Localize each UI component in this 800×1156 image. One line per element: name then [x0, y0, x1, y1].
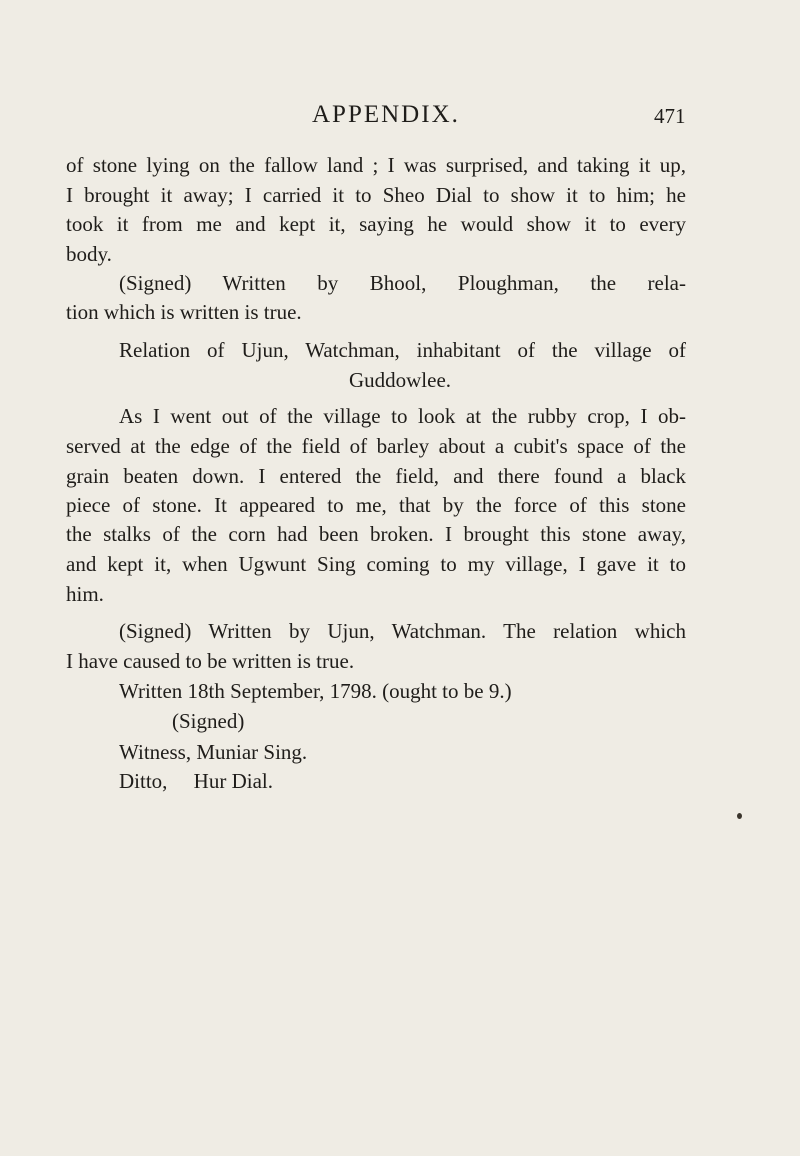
text-line: grain beaten down. I entered the field, and there found a black [66, 464, 686, 488]
text-line: As I went out of the village to look at the rubby crop, I ob- [119, 404, 686, 428]
witness-line: Witness, Muniar Sing. [119, 740, 308, 764]
text-line: I brought it away; I carried it to Sheo Dial to show it to him; he [66, 183, 686, 207]
signed-line: (Signed) [172, 709, 245, 733]
text-line: body. [66, 242, 112, 266]
text-line: and kept it, when Ugwunt Sing coming to my village, I gave it to [66, 552, 686, 576]
text-line: of stone lying on the fallow land ; I was surprised, and taking it up, [66, 153, 686, 177]
text-line: (Signed) Written by Ujun, Watchman. The relation which [119, 619, 686, 643]
text-line: him. [66, 582, 104, 606]
heading-line: Guddowlee. [348, 368, 452, 392]
heading-line: Relation of Ujun, Watchman, inhabitant of the village of [119, 338, 686, 362]
text-line: (Signed) Written by Bhool, Ploughman, the rela- [119, 271, 686, 295]
text-line: tion which is written is true. [66, 300, 302, 324]
running-head [0, 101, 800, 131]
ink-speck [737, 813, 742, 819]
ditto-line: Ditto, Hur Dial. [119, 769, 273, 793]
running-head-title: APPENDIX. [312, 101, 460, 128]
text-line: took it from me and kept it, saying he would show it to every [66, 212, 686, 236]
text-line: I have caused to be written is true. [66, 649, 355, 673]
text-line: served at the edge of the field of barley about a cubit's space of the [66, 434, 686, 458]
text-line: the stalks of the corn had been broken. I brought this stone away, [66, 522, 686, 546]
text-line: piece of stone. It appeared to me, that by the force of this stone [66, 493, 686, 517]
page-number: 471 [654, 104, 686, 128]
date-line: Written 18th September, 1798. (ought to be 9.) [119, 679, 512, 703]
